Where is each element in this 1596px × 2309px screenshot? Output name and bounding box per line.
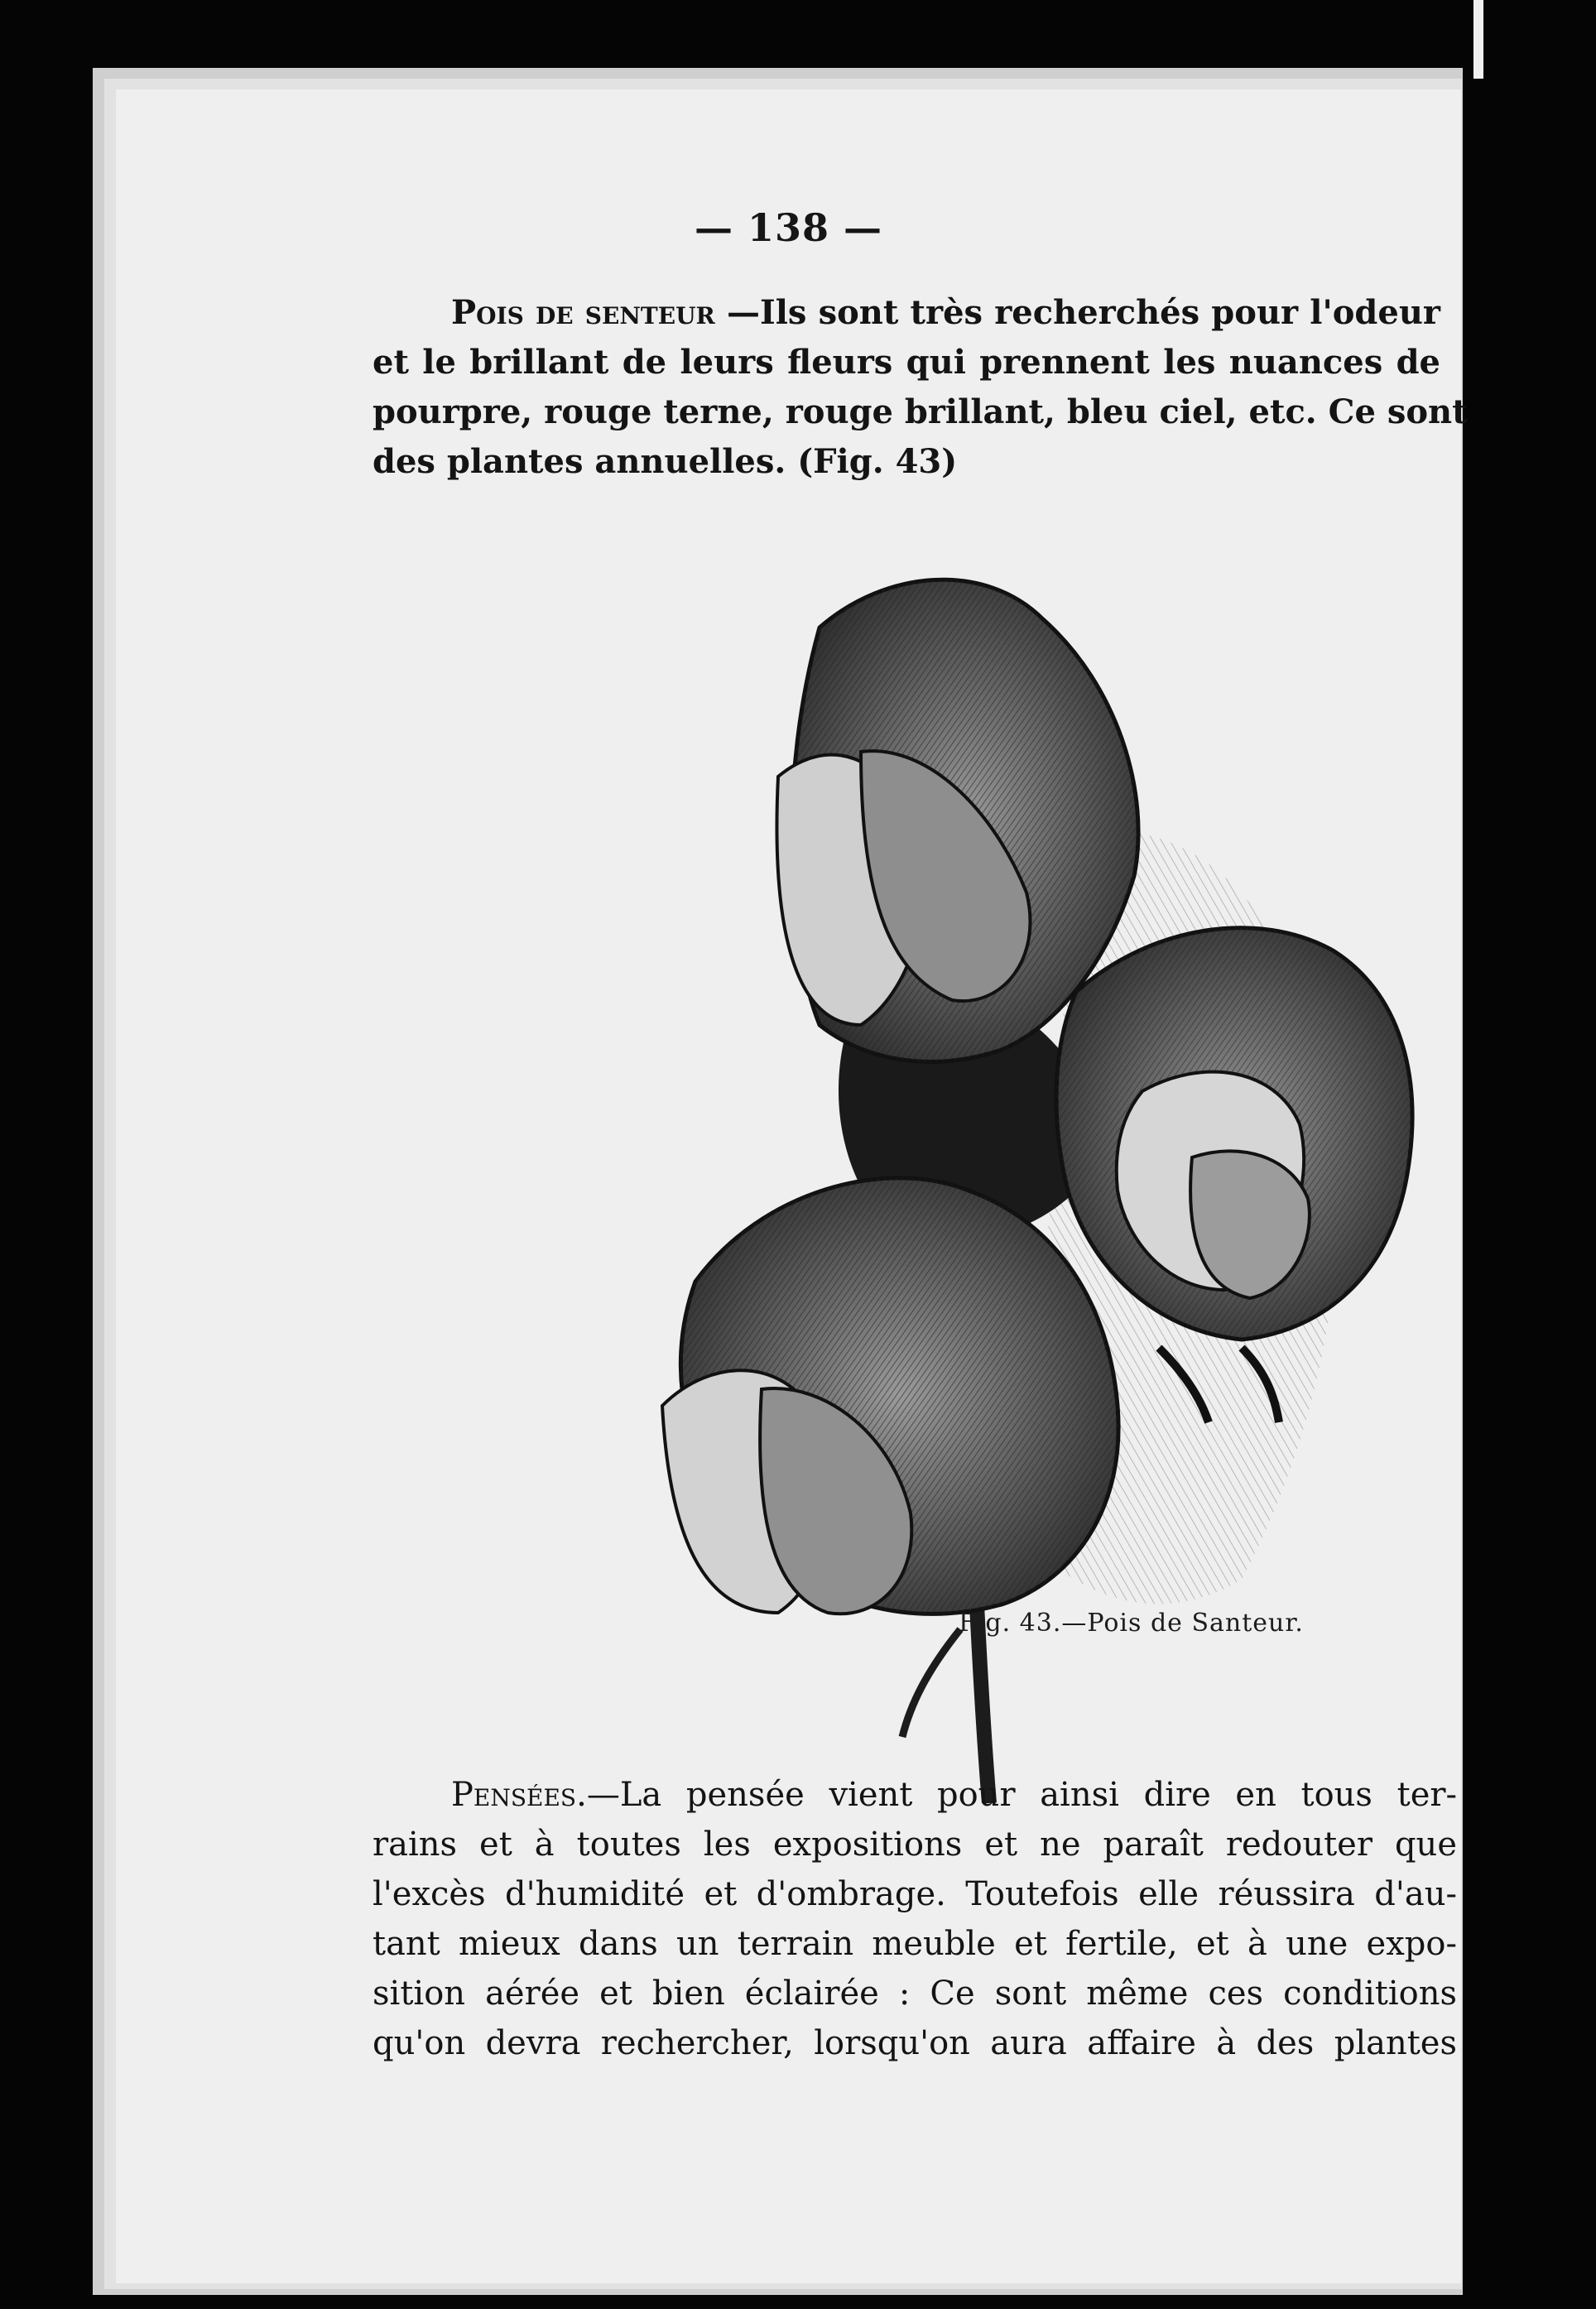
text-line: l'excès d'humidité et d'ombrage. Toutefois elle réussira d'au-	[373, 1875, 1457, 1913]
text-line: et le brillant de leurs fleurs qui prennent les nuances de	[373, 343, 1440, 382]
spine-mark	[1473, 0, 1483, 79]
text-line: qu'on devra rechercher, lorsqu'on aura affaire à des plantes	[373, 2024, 1457, 2062]
text-line: tant mieux dans un terrain meuble et fertile, et à une expo-	[373, 1925, 1457, 1963]
paragraph-heading: Pois de senteur	[451, 293, 715, 332]
text-line: pourpre, rouge terne, rouge brillant, bleu ciel, etc. Ce sont	[373, 392, 1468, 431]
text-line: rains et à toutes les expositions et ne paraît redouter que	[373, 1826, 1457, 1864]
paragraph-sweet-pea	[373, 288, 1468, 487]
page-number: — 138 —	[694, 205, 883, 250]
figure-caption: Fig. 43.—Pois de Santeur.	[959, 1609, 1304, 1638]
paragraph-pansies	[373, 1770, 1457, 2068]
text-line: des plantes annuelles. (Fig. 43)	[373, 442, 958, 481]
text-line: Pois de senteur —Ils sont très recherchés pour l'odeur	[451, 293, 1440, 332]
text-line: sition aérée et bien éclairée : Ce sont même ces conditions	[373, 1975, 1457, 2013]
book-page	[116, 89, 1468, 2283]
text-line: Pensées.—La pensée vient pour ainsi dire en tous ter-	[451, 1776, 1457, 1814]
paragraph-heading: Pensées.	[451, 1776, 587, 1814]
